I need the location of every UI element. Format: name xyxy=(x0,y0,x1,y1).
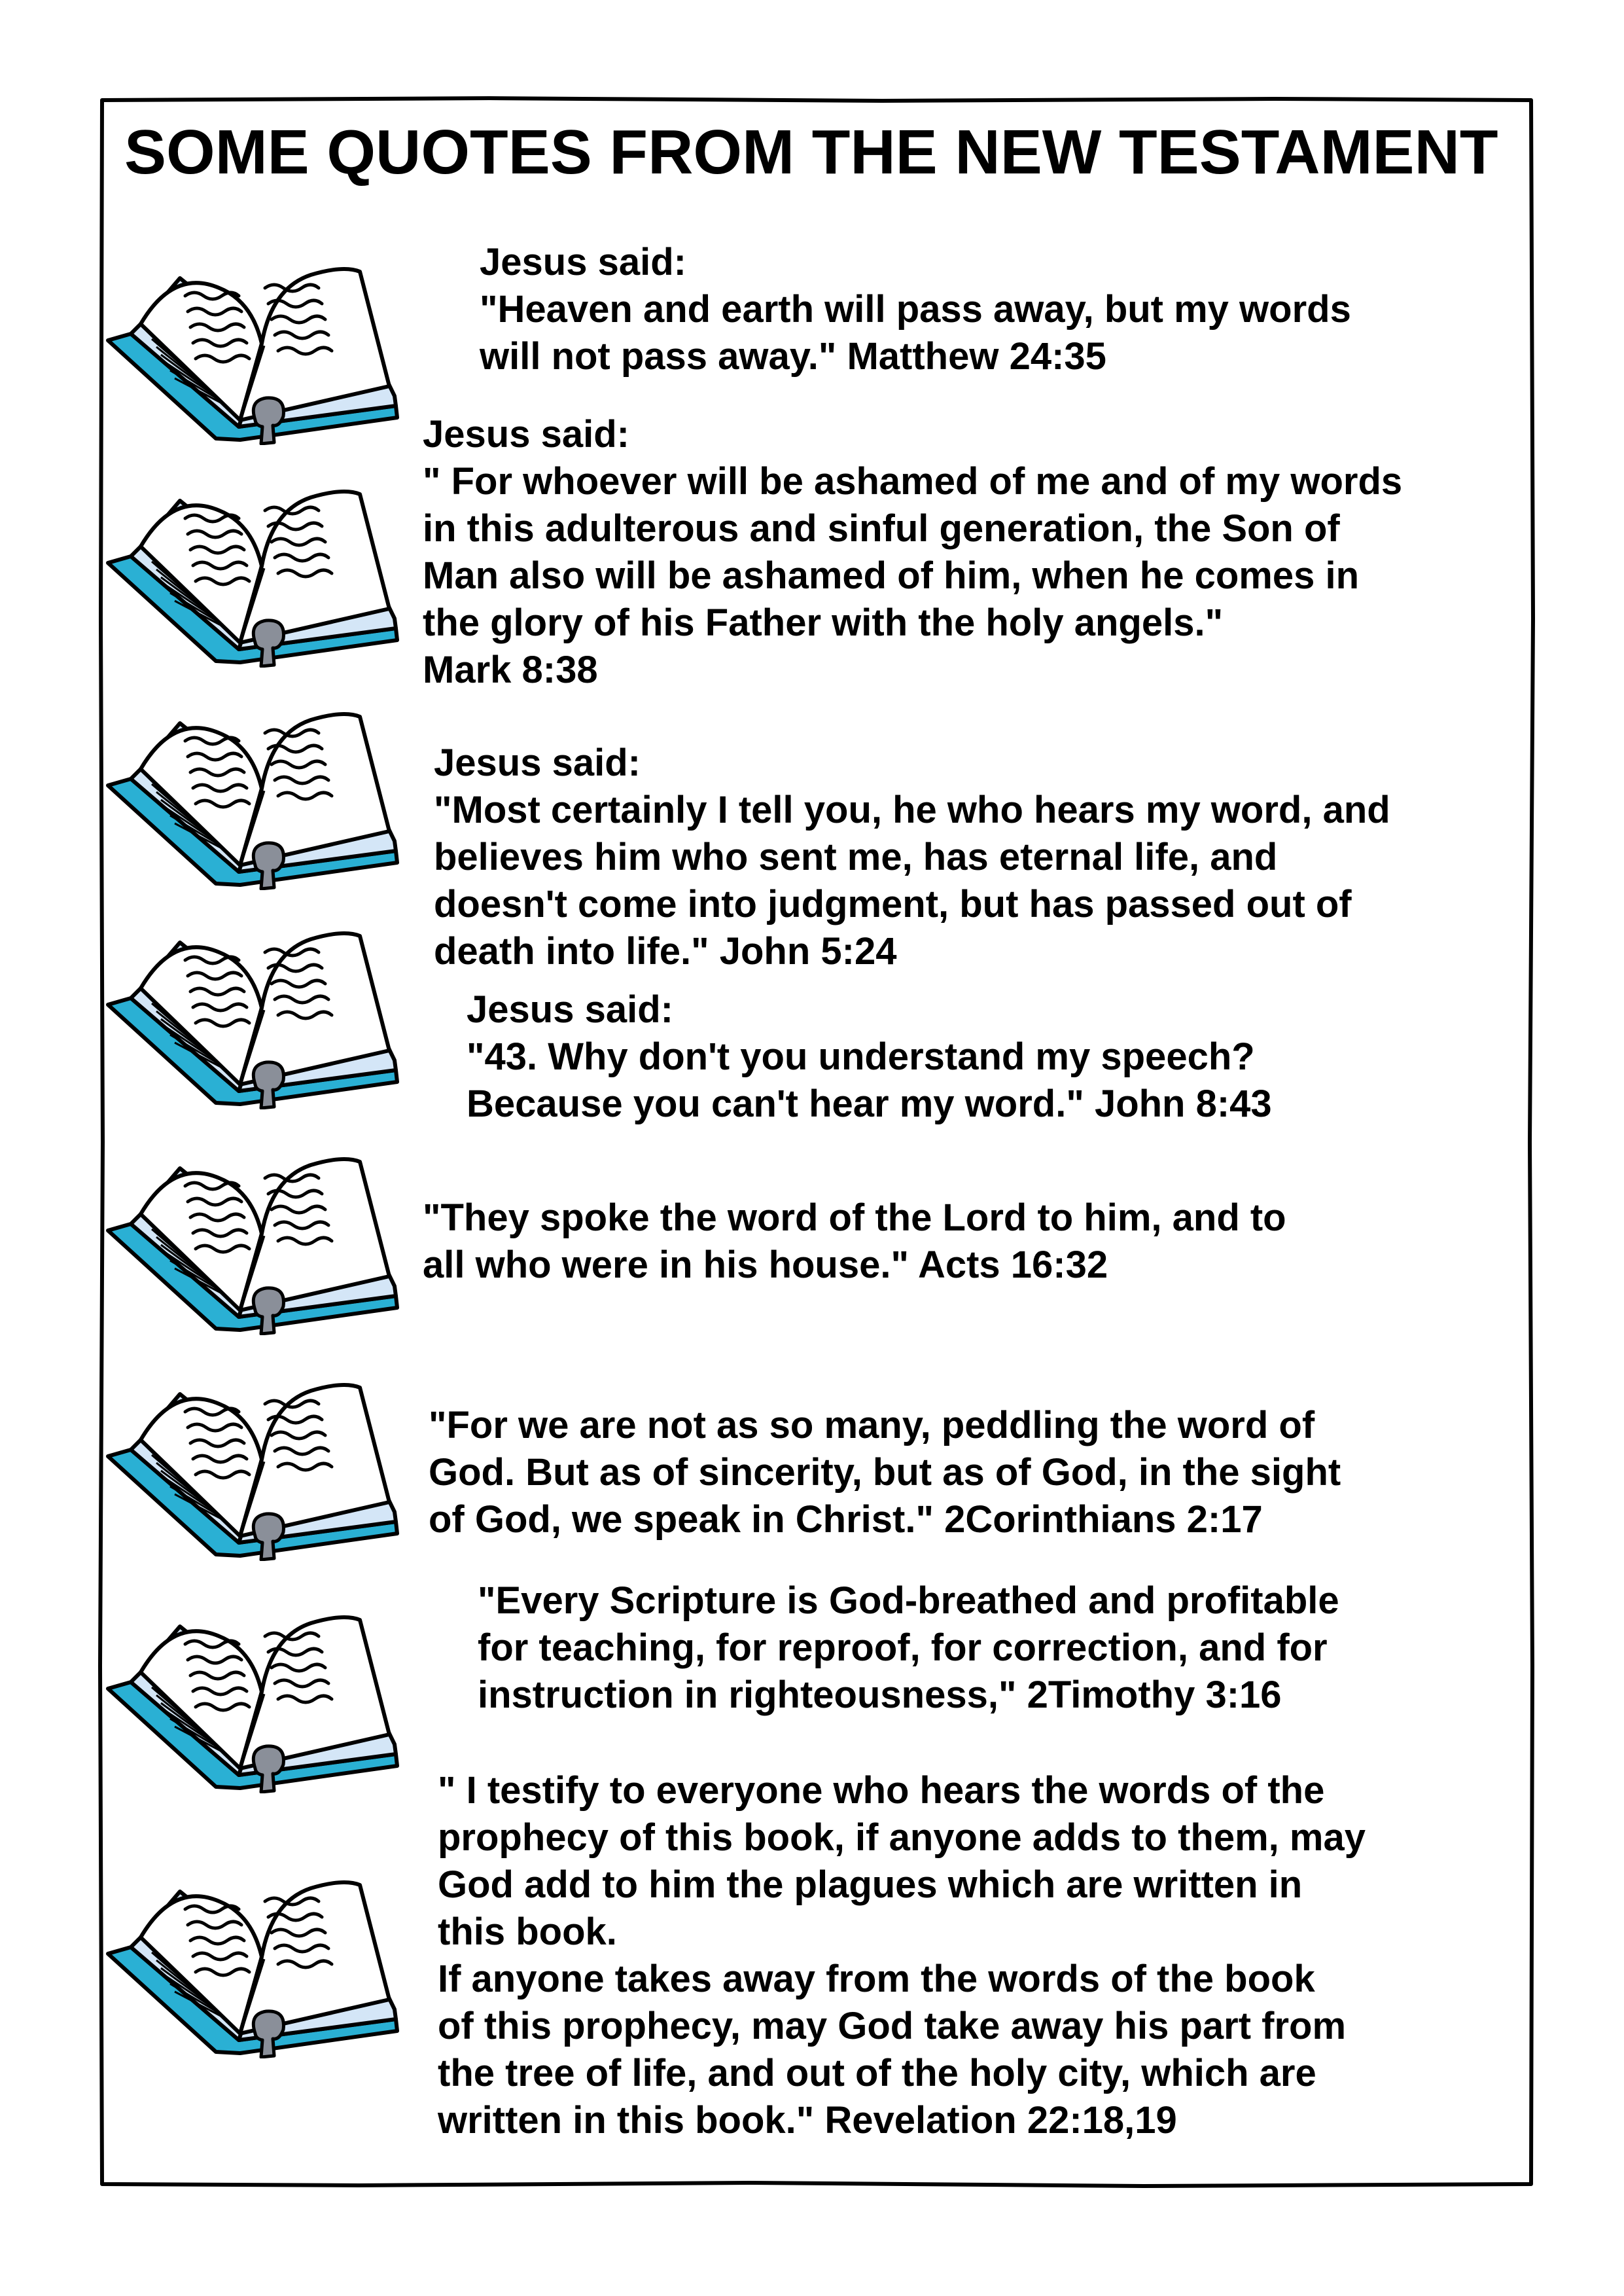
quote-line: God add to him the plagues which are written in xyxy=(438,1863,1303,1906)
quote-line: Man also will be ashamed of him, when he comes in xyxy=(423,554,1359,597)
quote-line: death into life." John 5:24 xyxy=(434,930,897,973)
quote-line: written in this book." Revelation 22:18,19 xyxy=(438,2099,1177,2142)
quote-block xyxy=(423,1194,1286,1289)
quote-line: Because you can't hear my word." John 8:43 xyxy=(467,1083,1272,1125)
open-bible-icon xyxy=(101,1139,402,1335)
quote-block xyxy=(480,239,1351,380)
quote-block xyxy=(467,986,1272,1128)
quote-block xyxy=(478,1577,1339,1719)
quote-line: God. But as of sincerity, but as of God, in the sight xyxy=(429,1451,1341,1494)
quote-block xyxy=(438,1767,1366,2144)
quote-line: "Most certainly I tell you, he who hears my word, and xyxy=(434,789,1390,831)
quote-line: Jesus said: xyxy=(434,742,641,784)
quote-line: "They spoke the word of the Lord to him, and to xyxy=(423,1196,1286,1239)
quote-line: Jesus said: xyxy=(480,241,686,283)
quote-line: "Every Scripture is God-breathed and profitable xyxy=(478,1579,1339,1622)
quote-line: " For whoever will be ashamed of me and of my words xyxy=(423,460,1403,503)
quote-line: the tree of life, and out of the holy city, which are xyxy=(438,2052,1316,2094)
quote-block xyxy=(423,411,1402,694)
open-bible-icon xyxy=(101,694,402,890)
open-bible-icon xyxy=(101,471,402,668)
quote-line: all who were in his house." Acts 16:32 xyxy=(423,1244,1108,1286)
quote-line: doesn't come into judgment, but has passed out of xyxy=(434,883,1352,925)
quote-line: " I testify to everyone who hears the words of the xyxy=(438,1769,1325,1812)
quote-line: If anyone takes away from the words of the book xyxy=(438,1958,1315,2000)
quote-line: prophecy of this book, if anyone adds to them, may xyxy=(438,1816,1366,1859)
open-bible-icon xyxy=(101,249,402,445)
quote-line: in this adulterous and sinful generation, the Son of xyxy=(423,507,1340,550)
quote-block xyxy=(434,740,1390,975)
open-bible-icon xyxy=(101,1862,402,2058)
quote-line: of God, we speak in Christ." 2Corinthians 2:17 xyxy=(429,1498,1263,1541)
open-bible-icon xyxy=(101,1597,402,1793)
quote-line: believes him who sent me, has eternal life, and xyxy=(434,836,1278,878)
quote-block xyxy=(429,1402,1341,1543)
quote-line: for teaching, for reproof, for correction, and for xyxy=(478,1626,1328,1669)
quote-line: "Heaven and earth will pass away, but my words xyxy=(480,288,1351,331)
quote-line: instruction in righteousness," 2Timothy 3:16 xyxy=(478,1674,1282,1716)
quote-line: will not pass away." Matthew 24:35 xyxy=(480,335,1106,378)
quote-line: of this prophecy, may God take away his part from xyxy=(438,2005,1347,2047)
open-bible-icon xyxy=(101,913,402,1109)
page-title: SOME QUOTES FROM THE NEW TESTAMENT xyxy=(124,117,1498,187)
quote-line: this book. xyxy=(438,1910,617,1953)
open-bible-icon xyxy=(101,1365,402,1561)
quote-line: "For we are not as so many, peddling the word of xyxy=(429,1404,1315,1446)
quote-line: Jesus said: xyxy=(423,413,629,456)
quote-line: Jesus said: xyxy=(467,988,673,1031)
quote-line: "43. Why don't you understand my speech? xyxy=(467,1035,1255,1078)
quote-line: Mark 8:38 xyxy=(423,649,598,691)
quote-line: the glory of his Father with the holy angels." xyxy=(423,601,1224,644)
